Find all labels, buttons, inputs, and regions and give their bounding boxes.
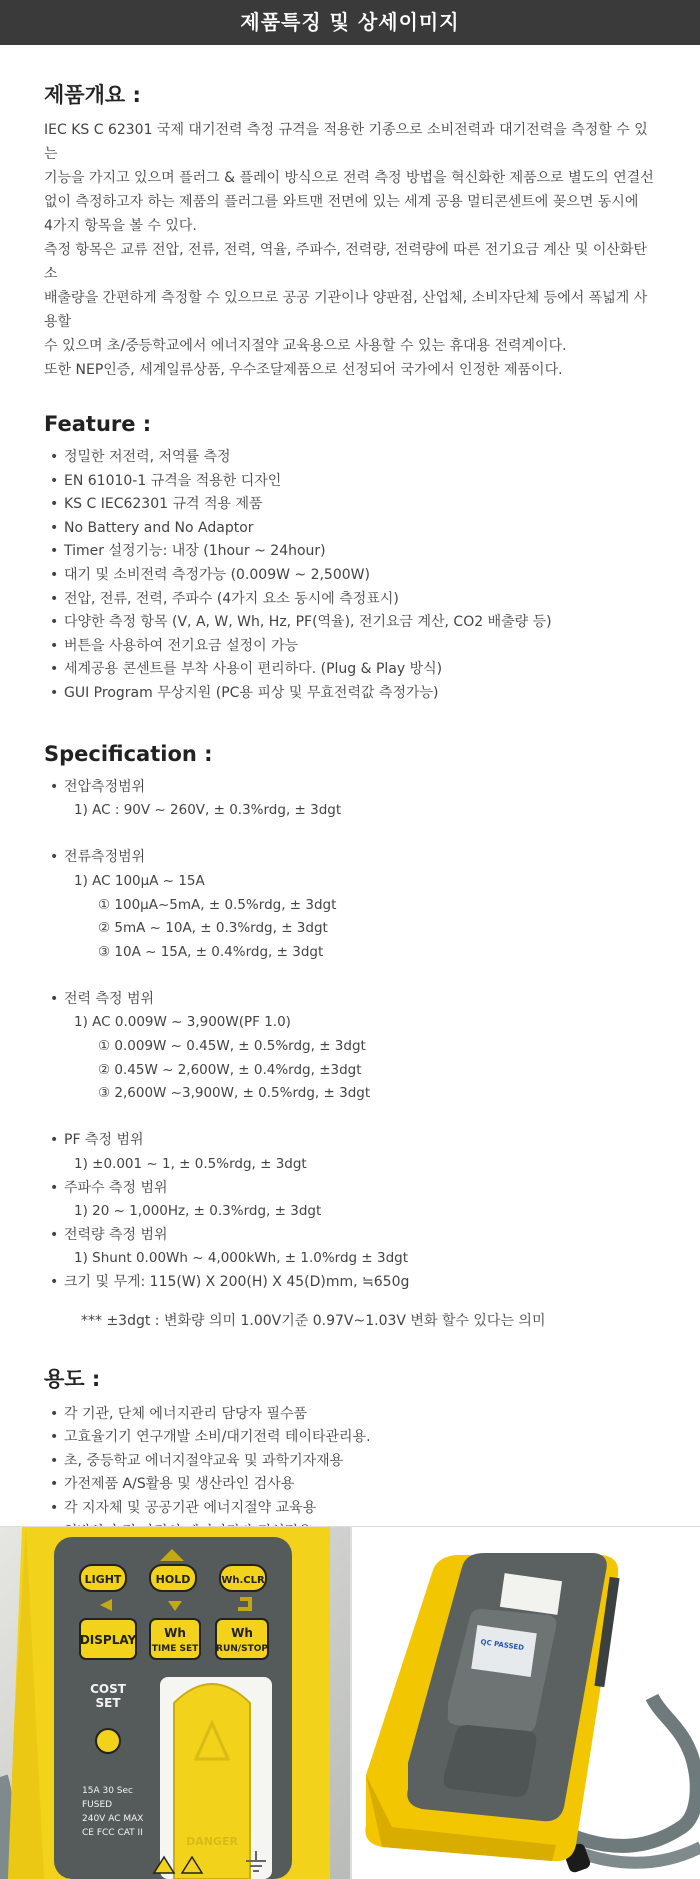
spec-pf-range: 1) ±0.001 ~ 1, ± 0.5%rdg, ± 3dgt (74, 1156, 307, 1173)
device-back-photo (351, 1527, 700, 1879)
overview-line: 측정 항목은 교류 전압, 전류, 전력, 역율, 주파수, 전력량, 전력량에 따른 전기요금 계산 및 이산화탄소 (44, 242, 647, 282)
spec-current-sub: ② 5mA ~ 10A, ± 0.3%rdg, ± 3dgt (98, 920, 328, 937)
spec-energy-label: • 전력량 측정 범위 (44, 1224, 656, 1248)
usage-item: • 초, 중등학교 에너지절약교육 및 과학기자재용 (44, 1450, 656, 1474)
spec-power-sub: ③ 2,600W ~3,900W, ± 0.5%rdg, ± 3dgt (98, 1085, 371, 1102)
qc-label: QC PASSED (480, 1638, 525, 1653)
overview-line: 기능을 가지고 있으며 플러그 & 플레이 방식으로 전력 측정 방법을 혁신화한 제품으로 별도의 연결선 (44, 170, 654, 186)
feature-item: • 세계공용 콘센트를 부착 사용이 편리하다. (Plug & Play 방식) (44, 658, 656, 682)
timeset-button-label: Wh (164, 1626, 186, 1640)
spec-note: *** ±3dgt : 변화량 의미 1.00V기준 0.97V~1.03V 변화 할수 있다는 의미 (81, 1312, 546, 1329)
spec-title: Specification : (44, 741, 213, 766)
usage-title: 용도 : (44, 1366, 101, 1391)
cost-set-button (96, 1729, 120, 1753)
overview-line: 4가지 항목을 볼 수 있다. (44, 218, 197, 234)
overview-line: 또한 NEP인증, 세계일류상품, 우수조달제품으로 선정되어 국가에서 인정한 제품이다. (44, 362, 563, 378)
hold-button-label: HOLD (155, 1573, 191, 1586)
device-spec-1: 15A 30 Sec (82, 1786, 133, 1796)
whclr-button-label: Wh.CLR (221, 1575, 265, 1586)
overview-title: 제품개요 : (44, 83, 141, 107)
runstop-button-label: Wh (231, 1626, 253, 1640)
light-button-label: LIGHT (84, 1573, 122, 1586)
spec-pf-label: • PF 측정 범위 (44, 1129, 656, 1153)
display-button-label: DISPLAY (79, 1633, 137, 1647)
overview-paragraph (44, 118, 656, 382)
feature-title: Feature : (44, 412, 152, 436)
feature-item: • 전압, 전류, 전력, 주파수 (4가지 요소 동시에 측정표시) (44, 588, 656, 612)
spec-energy-range: 1) Shunt 0.00Wh ~ 4,000kWh, ± 1.0%rdg ± 3dgt (74, 1250, 409, 1267)
page-header (0, 0, 700, 45)
danger-label: DANGER (186, 1835, 238, 1848)
feature-item: • 정밀한 저전력, 저역률 측정 (44, 446, 656, 470)
feature-item: • EN 61010-1 규격을 적용한 디자인 (44, 470, 656, 494)
overview-line: 없이 측정하고자 하는 제품의 플러그를 와트맨 전면에 있는 세계 공용 멀티콘센트에 꽂으면 동시에 (44, 194, 639, 210)
main-content (0, 45, 700, 1568)
spec-current-sub: ③ 10A ~ 15A, ± 0.4%rdg, ± 3dgt (98, 943, 324, 960)
spec-voltage-range: 1) AC : 90V ~ 260V, ± 0.3%rdg, ± 3dgt (74, 802, 342, 819)
feature-item: • Timer 설정기능: 내장 (1hour ~ 24hour) (44, 540, 656, 564)
device-spec-3: 240V AC MAX (82, 1814, 144, 1824)
spec-freq-label: • 주파수 측정 범위 (44, 1177, 656, 1201)
usage-item: • 각 기관, 단체 에너지관리 담당자 필수품 (44, 1403, 656, 1427)
cost-label: COST (90, 1682, 126, 1696)
spec-power-range: 1) AC 0.009W ~ 3,900W(PF 1.0) (74, 1014, 291, 1031)
overview-line: IEC KS C 62301 국제 대기전력 측정 규격을 적용한 기종으로 소비전력과 대기전력을 측정할 수 있는 (44, 122, 648, 162)
feature-list (44, 446, 656, 706)
feature-item: • 다양한 측정 항목 (V, A, W, Wh, Hz, PF(역율), 전기요금 계산, CO2 배출량 등) (44, 611, 656, 635)
spec-power-sub: ① 0.009W ~ 0.45W, ± 0.5%rdg, ± 3dgt (98, 1038, 366, 1055)
set-label: SET (95, 1696, 121, 1710)
spec-power-sub: ② 0.45W ~ 2,600W, ± 0.4%rdg, ±3dgt (98, 1061, 362, 1078)
feature-item: • KS C IEC62301 규격 적용 제품 (44, 493, 656, 517)
overview-line: 수 있으며 초/중등학교에서 에너지절약 교육용으로 사용할 수 있는 휴대용 전력계이다. (44, 338, 567, 354)
device-front-illustration (0, 1527, 350, 1879)
spec-voltage-label: • 전압측정범위 (44, 776, 656, 800)
header-title: 제품특징 및 상세이미지 (240, 10, 460, 34)
product-photos (0, 1526, 700, 1879)
usage-item: • 각 지자체 및 공공기관 에너지절약 교육용 (44, 1497, 656, 1521)
device-back-illustration (352, 1527, 700, 1879)
device-front-photo (0, 1527, 350, 1879)
spec-size-label: • 크기 및 무게: 115(W) X 200(H) X 45(D)mm, ≒650g (44, 1271, 656, 1295)
runstop-button-sublabel: RUN/STOP (216, 1644, 268, 1654)
spec-current-sub: ① 100μA~5mA, ± 0.5%rdg, ± 3dgt (98, 896, 337, 913)
device-spec-4: CE FCC CAT II (82, 1828, 143, 1838)
usage-item: • 가전제품 A/S활용 및 생산라인 검사용 (44, 1473, 656, 1497)
spec-current-label: • 전류측정범위 (44, 846, 656, 870)
feature-item: • No Battery and No Adaptor (44, 517, 656, 541)
spec-current-range: 1) AC 100μA ~ 15A (74, 872, 205, 889)
spec-freq-range: 1) 20 ~ 1,000Hz, ± 0.3%rdg, ± 3dgt (74, 1203, 322, 1220)
spec-list (44, 776, 656, 1295)
timeset-button-sublabel: TIME SET (151, 1644, 199, 1654)
feature-item: • 버튼을 사용하여 전기요금 설정이 가능 (44, 635, 656, 659)
usage-item: • 고효율기기 연구개발 소비/대기전력 테이타관리용. (44, 1426, 656, 1450)
spec-power-label: • 전력 측정 범위 (44, 988, 656, 1012)
overview-line: 배출량을 간편하게 측정할 수 있으므로 공공 기관이나 양판점, 산업체, 소비자단체 등에서 폭넓게 사용할 (44, 290, 648, 330)
feature-item: • GUI Program 무상지원 (PC용 피상 및 무효전력값 측정가능) (44, 682, 656, 706)
device-spec-2: FUSED (82, 1800, 113, 1810)
feature-item: • 대기 및 소비전력 측정가능 (0.009W ~ 2,500W) (44, 564, 656, 588)
